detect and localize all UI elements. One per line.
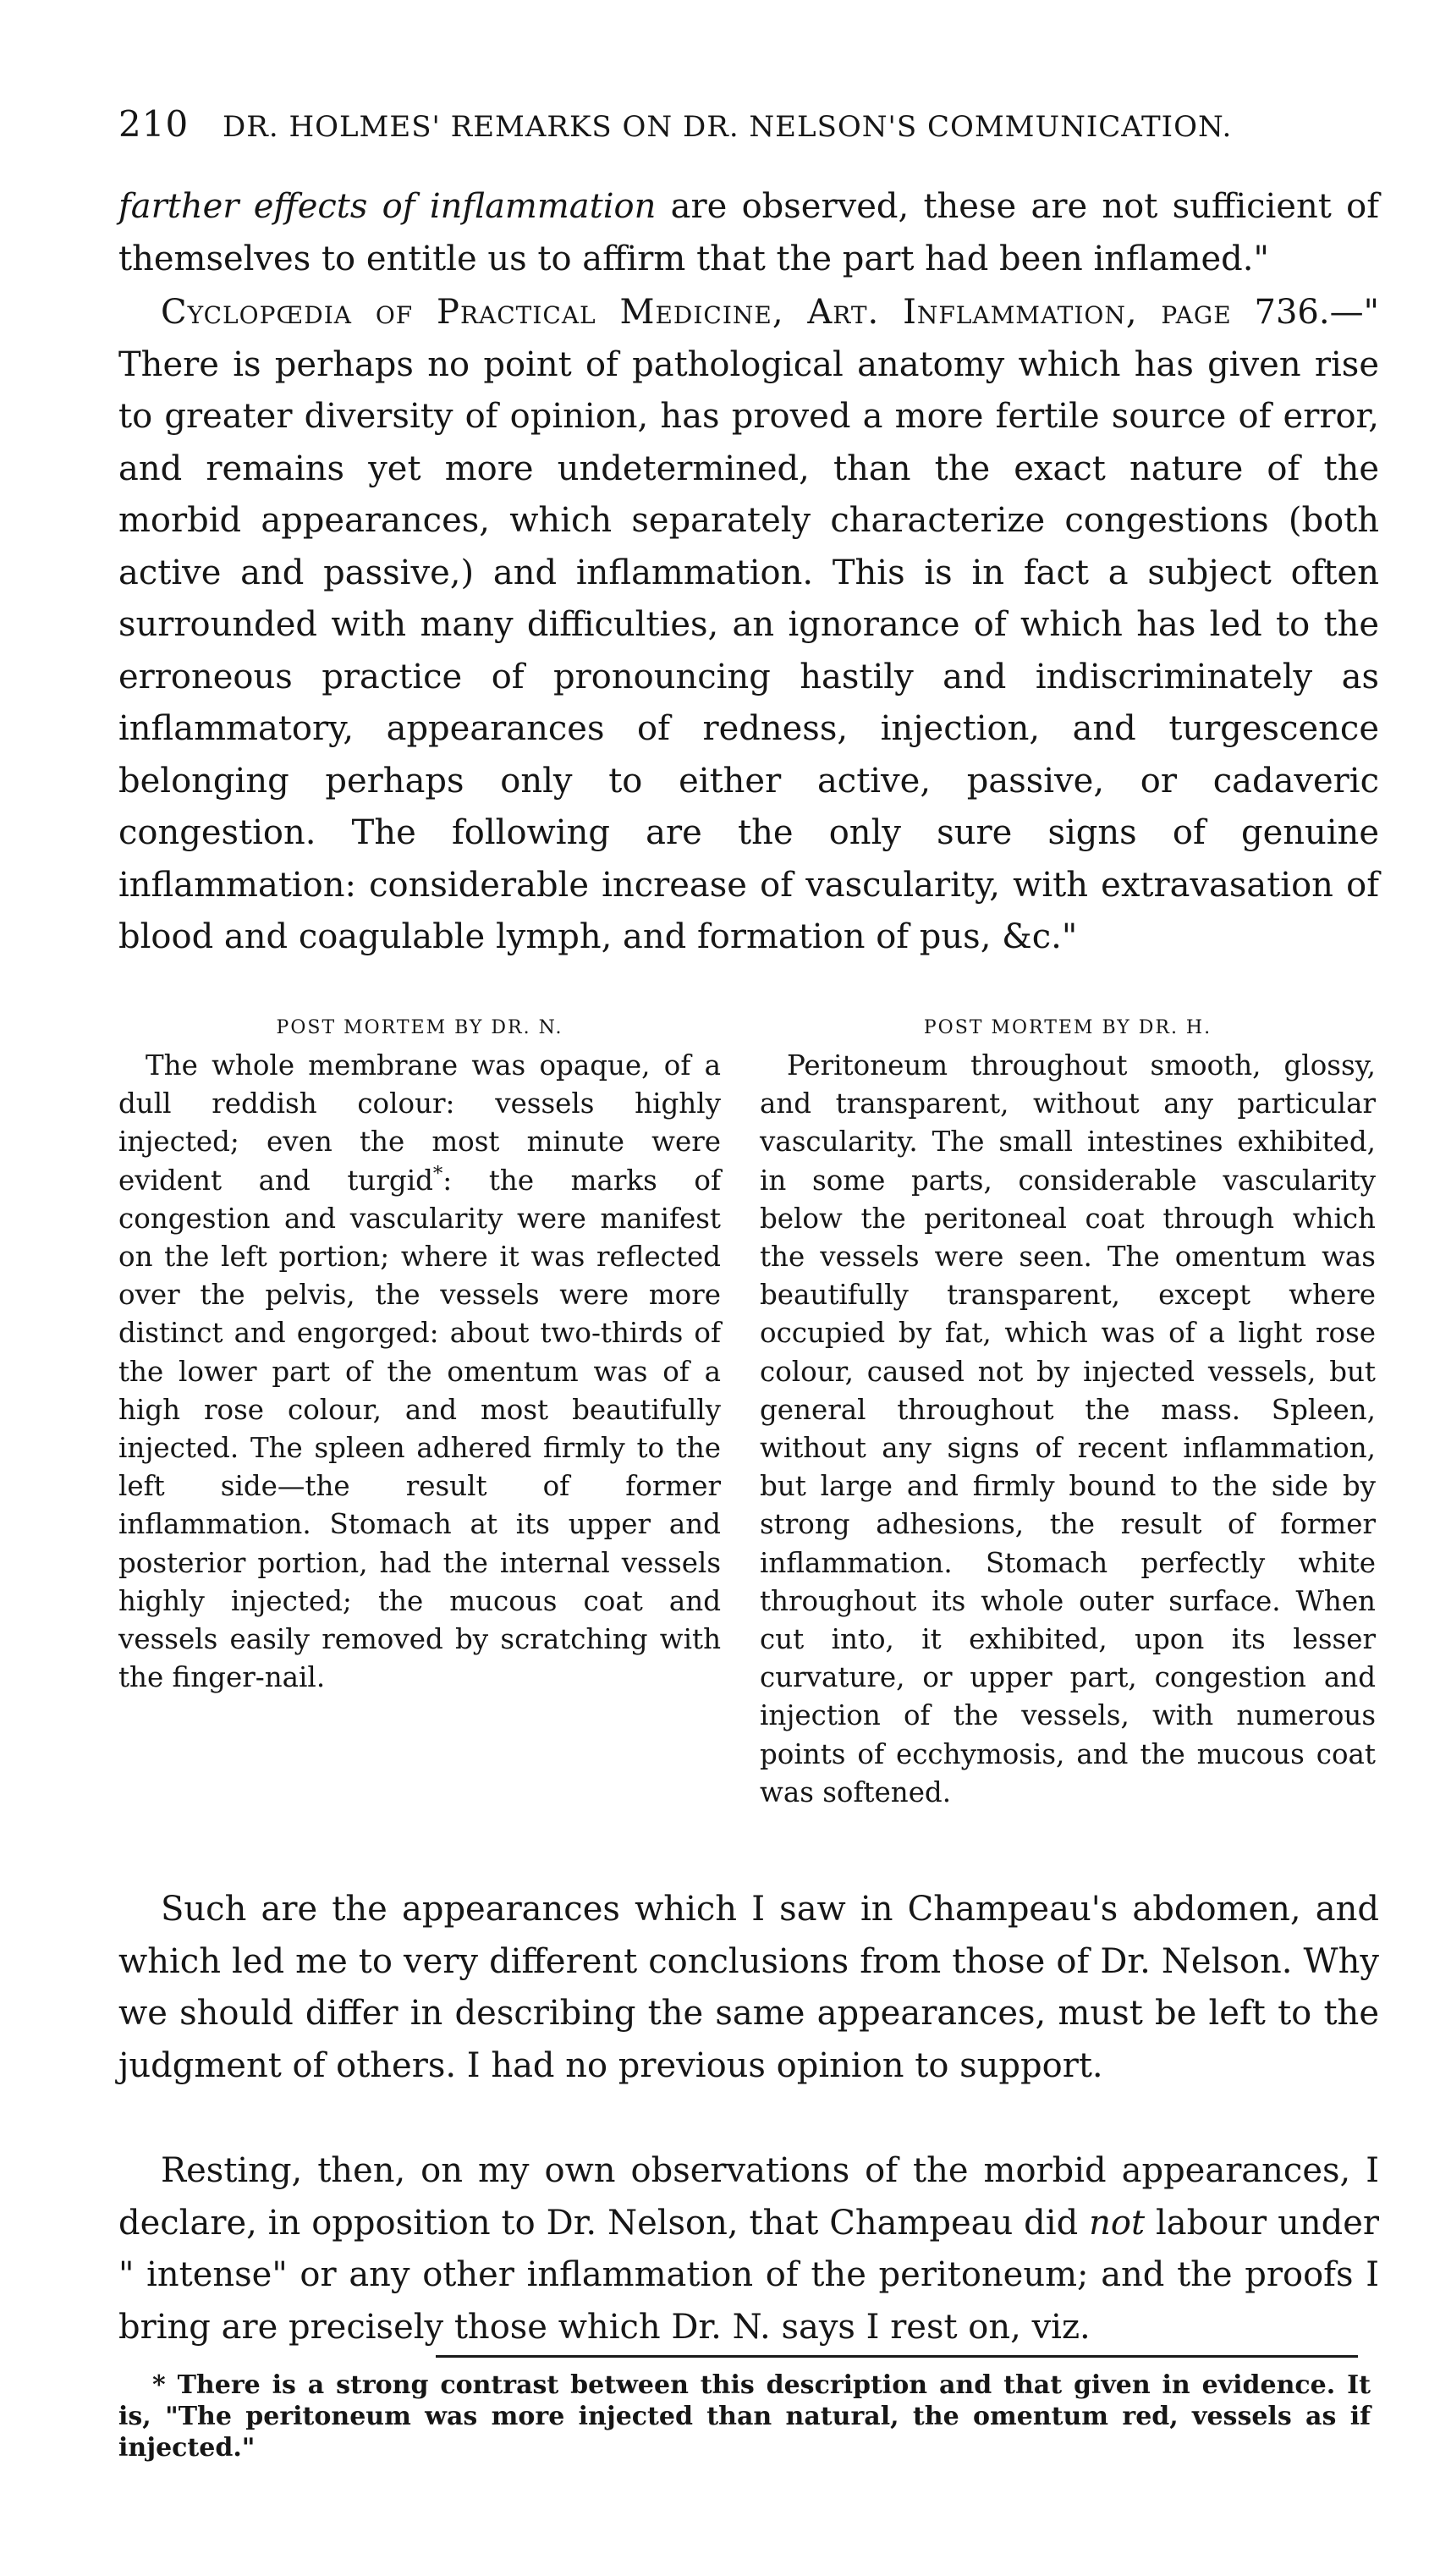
post-mortem-h-text: Peritoneum throughout smooth, glossy, and transparent, without any particular vascularity. The small intestines exhibited, in some parts, considerable vascularity below the peritoneal coat through which the vessels were seen. The omentum was beautifully transparent, except where occupied by fat, which was of a light rose colour, caused not by injected vessels, but general throughout the mass. Spleen, without any signs of recent inflammation, but large and firmly bound to the side by strong adhesions, the result of former inflammation. Stomach perfectly white throughout its whole outer surface. When cut into, it exhibited, upon its lesser curvature, or upper part, congestion and injection of the vessels, with numerous points of ecchymosis, and the mucous coat was softened. [760, 1049, 1376, 1808]
footnote-mark: * [152, 2370, 166, 2400]
running-header [118, 103, 1362, 154]
post-mortem-n-text-b: : the marks of congestion and vascularity were manifest on the left portion; where it was reflected over the pelvis, the vessels were more distinct and engorged: about two-thirds of the lower part of the omentum was of a high rose colour, and most beautifully injected. The spleen adhered firmly to the left side—the result of former inflammation. Stomach at its upper and posterior portion, had the internal vessels highly injected; the mucous coat and vessels easily removed by scratching with the finger-nail. [118, 1164, 721, 1694]
resting-text-b: labour under " intense" or any other inflammation of the peritoneum; and the proofs I bring are precisely those which Dr. N. says I rest on, viz. [118, 2203, 1380, 2347]
post-mortem-h-body [760, 1047, 1376, 1812]
resting-text-a: Resting, then, on my own observations of the morbid appearances, I declare, in opposition to Dr. Nelson, that Champeau did [118, 2151, 1379, 2243]
intro-paragraph [118, 181, 1379, 285]
conclusion-text: Such are the appearances which I saw in Champeau's abdomen, and which led me to very different conclusions from those of Dr. Nelson. Why we should differ in describing the same appearances, must be left to the judgment of others. I had no previous opinion to support. [118, 1890, 1379, 2085]
cyclopaedia-source: Cyclopœdia of Practical Medicine, Art. Inflammation, page [161, 293, 1232, 332]
intro-text: are observed, these are not sufficient of themselves to entitle us to affirm that the part had been inflamed." [118, 187, 1379, 278]
post-mortem-n-text-a: The whole membrane was opaque, of a dull reddish colour: vessels highly injected; even the most minute were evident and turgid [118, 1049, 721, 1197]
footnote-divider [436, 2355, 1358, 2358]
intro-italic-lead: farther effects of inflammation [118, 187, 657, 226]
footnote [118, 2370, 1371, 2463]
running-title: DR. HOLMES' REMARKS ON DR. NELSON'S COMMUNICATION. [222, 110, 1233, 144]
resting-paragraph [118, 2145, 1379, 2353]
conclusion-paragraph [118, 1884, 1379, 2092]
footnote-text: There is a strong contrast between this description and that given in evidence. It is, "The peritoneum was more injected than natural, the omentum red, vessels as if injected." [118, 2370, 1371, 2463]
post-mortem-n-body [118, 1047, 721, 1697]
post-mortem-h-column [760, 1011, 1376, 1812]
post-mortem-n-heading: POST MORTEM BY DR. N. [276, 1017, 563, 1038]
post-mortem-n-column [118, 1011, 721, 1697]
page-number: 210 [118, 103, 190, 145]
cyclopaedia-text: 736.—" There is perhaps no point of pathological anatomy which has given rise to greater diversity of opinion, has proved a more fertile source of error, and remains yet more undetermined, than the exact nature of the morbid appearances, which separately characterize congestions (both active and passive,) and inflammation. This is in fact a subject often surrounded with many difficulties, an ignorance of which has led to the erroneous practice of pronouncing hastily and indiscriminately as inflammatory, appearances of redness, injection, and turgescence belonging perhaps only to either active, passive, or cadaveric congestion. The following are the only sure signs of genuine inflammation: considerable increase of vascularity, with extravasation of blood and coagulable lymph, and formation of pus, &c." [118, 293, 1379, 956]
cyclopaedia-quotation [118, 287, 1379, 964]
post-mortem-h-heading: POST MORTEM BY DR. H. [923, 1017, 1212, 1038]
resting-italic-not: not [1089, 2203, 1146, 2243]
footnote-reference-mark: * [432, 1162, 443, 1185]
